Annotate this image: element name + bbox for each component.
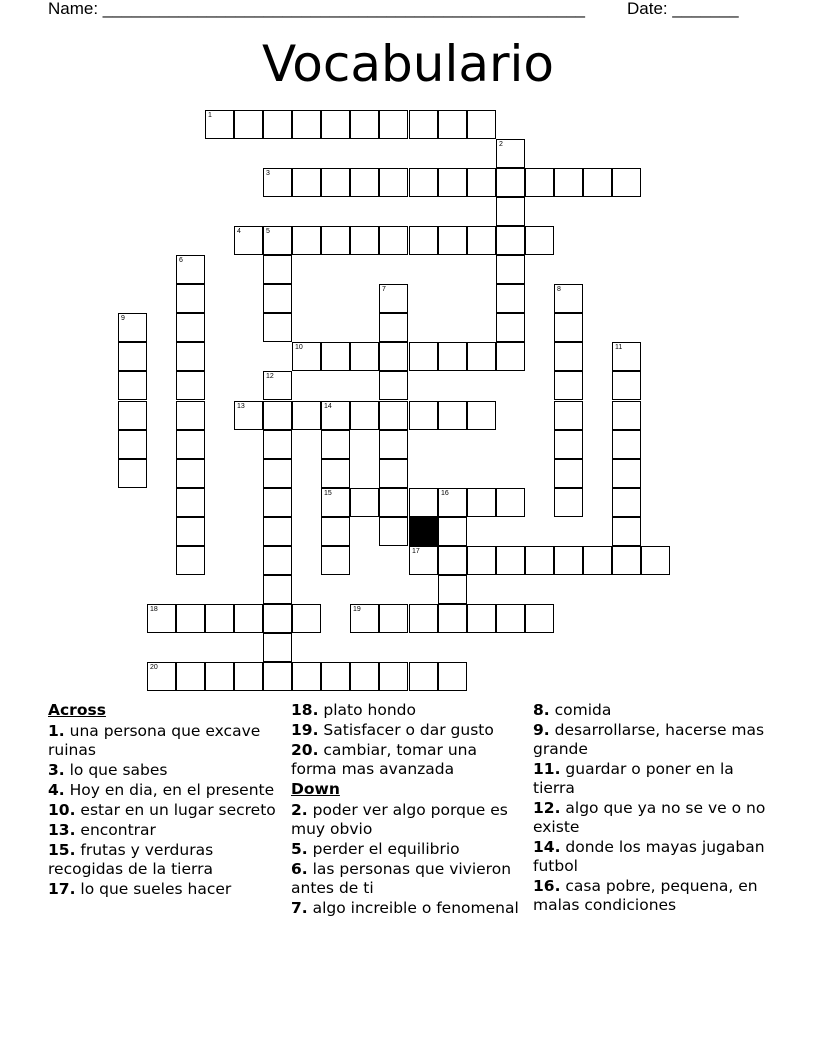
grid-cell[interactable] [321, 662, 350, 691]
grid-cell[interactable] [379, 401, 408, 430]
clue-down-11: 11. guardar o poner en la tierra [533, 760, 734, 797]
grid-cell[interactable] [263, 517, 292, 546]
grid-cell[interactable] [321, 342, 350, 371]
grid-cell[interactable] [263, 371, 292, 400]
grid-cell[interactable] [612, 459, 641, 488]
grid-cell[interactable] [496, 168, 525, 197]
clue-across-17: 17. lo que sueles hacer [48, 880, 232, 898]
grid-cell[interactable] [554, 284, 583, 313]
grid-cell[interactable] [438, 604, 467, 633]
grid-cell[interactable] [496, 139, 525, 168]
grid-cell[interactable] [234, 226, 263, 255]
grid-cell[interactable] [467, 488, 496, 517]
grid-cell[interactable] [350, 342, 379, 371]
grid-cell[interactable] [496, 255, 525, 284]
grid-cell[interactable] [176, 604, 205, 633]
grid-cell[interactable] [438, 662, 467, 691]
clue-across-18: 18. plato hondo [291, 701, 416, 719]
grid-cell[interactable] [554, 168, 583, 197]
grid-cell[interactable] [234, 401, 263, 430]
grid-cell[interactable] [176, 459, 205, 488]
grid-cell[interactable] [263, 604, 292, 633]
grid-cell[interactable] [379, 371, 408, 400]
grid-cell[interactable] [554, 430, 583, 459]
grid-cell[interactable] [496, 546, 525, 575]
grid-cell[interactable] [321, 401, 350, 430]
grid-cell[interactable] [496, 342, 525, 371]
grid-cell[interactable] [176, 284, 205, 313]
grid-cell[interactable] [263, 168, 292, 197]
grid-cell[interactable] [379, 459, 408, 488]
clue-across-13: 13. encontrar [48, 821, 156, 839]
grid-cell[interactable] [350, 110, 379, 139]
grid-cell[interactable] [321, 226, 350, 255]
grid-cell[interactable] [263, 430, 292, 459]
grid-cell[interactable] [321, 517, 350, 546]
grid-cell[interactable] [467, 110, 496, 139]
grid-cell[interactable] [147, 662, 176, 691]
grid-cell[interactable] [118, 401, 147, 430]
grid-cell[interactable] [496, 284, 525, 313]
clue-number: 20 [150, 664, 158, 671]
grid-cell[interactable] [205, 110, 234, 139]
grid-cell[interactable] [467, 401, 496, 430]
down-heading: Down [291, 780, 340, 798]
grid-cell[interactable] [350, 488, 379, 517]
grid-cell[interactable] [438, 546, 467, 575]
grid-cell[interactable] [409, 546, 438, 575]
grid-cell[interactable] [554, 342, 583, 371]
grid-cell[interactable] [409, 604, 438, 633]
grid-cell[interactable] [350, 662, 379, 691]
grid-cell[interactable] [612, 371, 641, 400]
clue-down-2: 2. poder ver algo porque es muy obvio [291, 801, 508, 838]
grid-cell[interactable] [350, 401, 379, 430]
grid-cell[interactable] [409, 401, 438, 430]
grid-cell[interactable] [438, 168, 467, 197]
grid-cell[interactable] [321, 168, 350, 197]
grid-cell[interactable] [496, 226, 525, 255]
grid-cell[interactable] [554, 459, 583, 488]
clue-number: 13 [237, 403, 245, 410]
grid-cell[interactable] [612, 430, 641, 459]
clue-number: 2 [499, 141, 503, 148]
clue-down-16: 16. casa pobre, pequena, en malas condiciones [533, 877, 758, 914]
grid-cell[interactable] [205, 604, 234, 633]
grid-cell[interactable] [118, 430, 147, 459]
grid-cell[interactable] [263, 284, 292, 313]
grid-cell[interactable] [496, 604, 525, 633]
grid-cell[interactable] [234, 604, 263, 633]
grid-cell[interactable] [438, 488, 467, 517]
grid-cell[interactable] [496, 488, 525, 517]
grid-cell[interactable] [263, 313, 292, 342]
grid-cell[interactable] [409, 168, 438, 197]
grid-cell[interactable] [379, 662, 408, 691]
grid-cell[interactable] [292, 662, 321, 691]
grid-cell[interactable] [554, 313, 583, 342]
grid-cell[interactable] [118, 313, 147, 342]
grid-cell[interactable] [525, 168, 554, 197]
grid-cell[interactable] [409, 110, 438, 139]
grid-cell[interactable] [554, 371, 583, 400]
grid-cell[interactable] [292, 168, 321, 197]
grid-cell[interactable] [321, 546, 350, 575]
grid-cell[interactable] [525, 546, 554, 575]
grid-cell[interactable] [438, 110, 467, 139]
grid-cell[interactable] [583, 168, 612, 197]
grid-cell[interactable] [263, 546, 292, 575]
grid-cell[interactable] [438, 401, 467, 430]
grid-cell[interactable] [641, 546, 670, 575]
clue-across-15: 15. frutas y verduras recogidas de la tierra [48, 841, 214, 878]
grid-cell[interactable] [118, 342, 147, 371]
clue-down-5: 5. perder el equilibrio [291, 840, 460, 858]
clue-across-4: 4. Hoy en dia, en el presente [48, 781, 275, 799]
page-title: Vocabulario [261, 35, 555, 93]
grid-cell[interactable] [350, 226, 379, 255]
grid-cell[interactable] [554, 546, 583, 575]
grid-cell[interactable] [176, 371, 205, 400]
grid-cell[interactable] [554, 401, 583, 430]
grid-cell[interactable] [321, 459, 350, 488]
grid-cell[interactable] [292, 604, 321, 633]
clue-number: 5 [266, 228, 270, 235]
grid-cell[interactable] [496, 313, 525, 342]
clue-number: 12 [266, 373, 274, 380]
grid-cell[interactable] [379, 342, 408, 371]
clues-column-middle [291, 701, 526, 919]
blocked-cell [409, 517, 438, 546]
grid-cell[interactable] [176, 313, 205, 342]
clue-number: 14 [324, 403, 332, 410]
grid-cell[interactable] [379, 284, 408, 313]
clue-number: 18 [150, 606, 158, 613]
grid-cell[interactable] [379, 226, 408, 255]
grid-cell[interactable] [176, 662, 205, 691]
clue-down-9: 9. desarrollarse, hacerse mas grande [533, 721, 765, 758]
clue-number: 6 [179, 257, 183, 264]
grid-cell[interactable] [496, 197, 525, 226]
grid-cell[interactable] [176, 255, 205, 284]
date-field[interactable]: Date: _______ [627, 0, 739, 18]
grid-cell[interactable] [118, 371, 147, 400]
grid-cell[interactable] [147, 604, 176, 633]
grid-cell[interactable] [176, 546, 205, 575]
clue-across-1: 1. una persona que excave ruinas [48, 722, 261, 759]
grid-cell[interactable] [379, 168, 408, 197]
clue-across-19: 19. Satisfacer o dar gusto [291, 721, 494, 739]
clue-across-3: 3. lo que sabes [48, 761, 168, 779]
grid-cell[interactable] [350, 168, 379, 197]
grid-cell[interactable] [292, 342, 321, 371]
clue-down-14: 14. donde los mayas jugaban futbol [533, 838, 765, 875]
grid-cell[interactable] [525, 226, 554, 255]
grid-cell[interactable] [612, 342, 641, 371]
clue-down-7: 7. algo increible o fenomenal [291, 899, 519, 917]
grid-cell[interactable] [205, 662, 234, 691]
grid-cell[interactable] [438, 342, 467, 371]
grid-cell[interactable] [263, 662, 292, 691]
grid-cell[interactable] [176, 488, 205, 517]
name-field[interactable]: Name: ___________________________________________________ [48, 0, 585, 18]
grid-cell[interactable] [321, 110, 350, 139]
grid-cell[interactable] [379, 313, 408, 342]
grid-cell[interactable] [438, 226, 467, 255]
grid-cell[interactable] [612, 168, 641, 197]
clue-number: 8 [557, 286, 561, 293]
clues-column-left [48, 701, 283, 900]
grid-cell[interactable] [321, 488, 350, 517]
grid-cell[interactable] [263, 226, 292, 255]
grid-cell[interactable] [612, 401, 641, 430]
grid-cell[interactable] [176, 430, 205, 459]
grid-cell[interactable] [467, 604, 496, 633]
grid-cell[interactable] [263, 633, 292, 662]
clue-number: 1 [208, 112, 212, 119]
grid-cell[interactable] [263, 459, 292, 488]
grid-cell[interactable] [438, 575, 467, 604]
clue-number: 10 [295, 344, 303, 351]
grid-cell[interactable] [409, 342, 438, 371]
clues-column-right [533, 701, 773, 916]
grid-cell[interactable] [263, 488, 292, 517]
grid-cell[interactable] [379, 488, 408, 517]
grid-cell[interactable] [234, 662, 263, 691]
clue-number: 11 [615, 344, 623, 351]
grid-cell[interactable] [176, 517, 205, 546]
clue-number: 15 [324, 490, 332, 497]
clue-number: 17 [412, 548, 420, 555]
clue-number: 7 [382, 286, 386, 293]
grid-cell[interactable] [263, 401, 292, 430]
grid-cell[interactable] [612, 546, 641, 575]
clue-down-8: 8. comida [533, 701, 612, 719]
grid-cell[interactable] [583, 546, 612, 575]
grid-cell[interactable] [379, 604, 408, 633]
grid-cell[interactable] [467, 546, 496, 575]
grid-cell[interactable] [379, 430, 408, 459]
grid-cell[interactable] [234, 110, 263, 139]
clue-number: 3 [266, 170, 270, 177]
grid-cell[interactable] [350, 604, 379, 633]
grid-cell[interactable] [612, 517, 641, 546]
grid-cell[interactable] [118, 459, 147, 488]
grid-cell[interactable] [467, 168, 496, 197]
grid-cell[interactable] [525, 604, 554, 633]
grid-cell[interactable] [612, 488, 641, 517]
grid-cell[interactable] [379, 110, 408, 139]
grid-cell[interactable] [176, 401, 205, 430]
grid-cell[interactable] [467, 226, 496, 255]
clue-number: 19 [353, 606, 361, 613]
clue-down-6: 6. las personas que vivieron antes de ti [291, 860, 512, 897]
clue-number: 16 [441, 490, 449, 497]
across-heading: Across [48, 701, 106, 719]
grid-cell[interactable] [292, 226, 321, 255]
grid-cell[interactable] [438, 517, 467, 546]
clue-down-12: 12. algo que ya no se ve o no existe [533, 799, 766, 836]
clue-across-10: 10. estar en un lugar secreto [48, 801, 276, 819]
grid-cell[interactable] [176, 342, 205, 371]
grid-cell[interactable] [379, 517, 408, 546]
grid-cell[interactable] [409, 488, 438, 517]
grid-cell[interactable] [409, 226, 438, 255]
grid-cell[interactable] [263, 110, 292, 139]
grid-cell[interactable] [409, 662, 438, 691]
grid-cell[interactable] [263, 575, 292, 604]
grid-cell[interactable] [321, 430, 350, 459]
clue-number: 4 [237, 228, 241, 235]
grid-cell[interactable] [263, 255, 292, 284]
grid-cell[interactable] [554, 488, 583, 517]
grid-cell[interactable] [467, 342, 496, 371]
clue-across-20: 20. cambiar, tomar una forma mas avanzada [291, 741, 477, 778]
grid-cell[interactable] [292, 401, 321, 430]
clue-number: 9 [121, 315, 125, 322]
grid-cell[interactable] [292, 110, 321, 139]
